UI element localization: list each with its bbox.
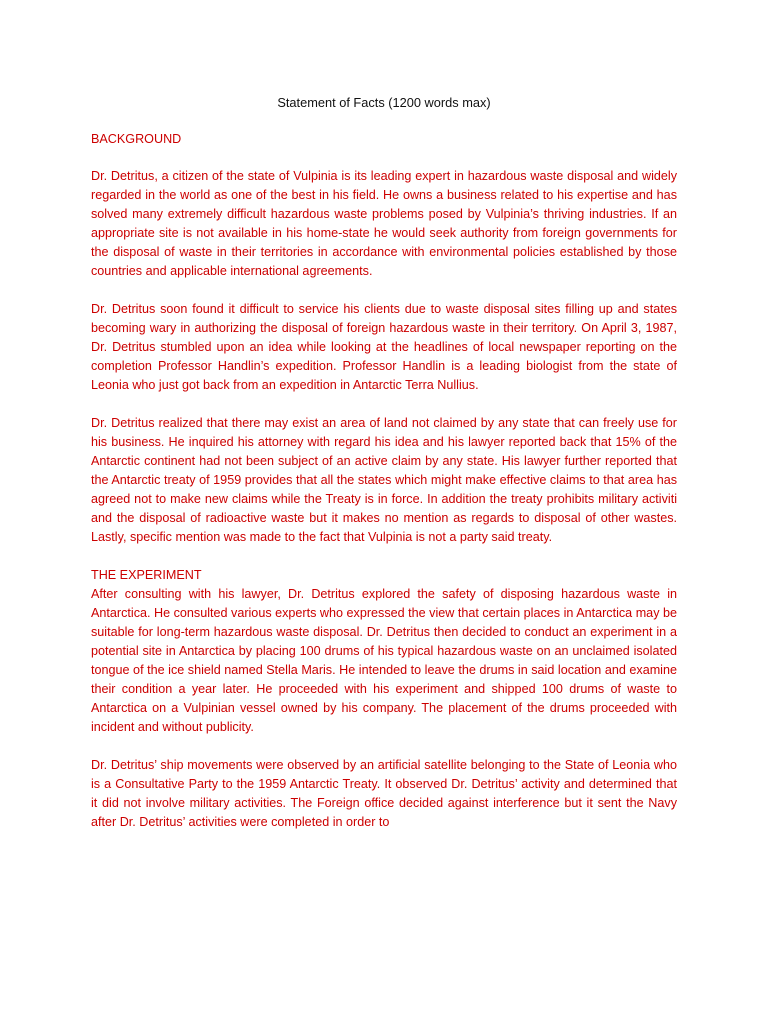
paragraph-background-1: Dr. Detritus, a citizen of the state of Vulpinia is its leading expert in hazardous waste disposal and widely regarded in the world as one of the best in his field. He owns a business related to his expertise and has solved many extremely difficult hazardous waste problems posed by Vulpinia’s thriving industries. If an appropriate site is not available in his home-state he would seek authority from foreign governments for the disposal of waste in their territories in accordance with environmental policies established by those countries and applicable international agreements. [91, 169, 677, 278]
paragraph-background-2: Dr. Detritus soon found it difficult to service his clients due to waste disposal sites filling up and states becoming wary in authorizing the disposal of foreign hazardous waste in their territory. On April 3, 1987, Dr. Detritus stumbled upon an idea while looking at the headlines of local newspaper reporting on the completion Professor Handlin’s expedition. Professor Handlin is a leading biologist from the state of Leonia who just got back from an expedition in Antarctic Terra Nullius. [91, 302, 677, 392]
paragraph-background-3: Dr. Detritus realized that there may exist an area of land not claimed by any state that can freely use for his business. He inquired his attorney with regard his idea and his lawyer reported back that 15% of the Antarctic continent had not been subject of an active claim by any state. His lawyer further reported that the Antarctic treaty of 1959 provides that all the states which might make effective claims to that area has agreed not to make new claims while the Treaty is in force. In addition the treaty prohibits military activiti and the disposal of radioactive waste but it makes no mention as regards to disposal of other wastes. Lastly, specific mention was made to the fact that Vulpinia is not a party said treaty. [91, 416, 677, 544]
paragraph-experiment-2: Dr. Detritus’ ship movements were observed by an artificial satellite belonging to the State of Leonia who is a Consultative Party to the 1959 Antarctic Treaty. It observed Dr. Detritus’ activity and determined that it did not involve military activities. The Foreign office decided against interference but it sent the Navy after Dr. Detritus’ activities were completed in order to [91, 758, 677, 829]
document-title: Statement of Facts (1200 words max) [277, 95, 491, 110]
document-body [91, 93, 677, 832]
section-heading-background: BACKGROUND [91, 132, 182, 146]
paragraph-experiment-1: After consulting with his lawyer, Dr. Detritus explored the safety of disposing hazardous waste in Antarctica. He consulted various experts who expressed the view that certain places in Antarctica may be suitable for long-term hazardous waste disposal. Dr. Detritus then decided to conduct an experiment in a potential site in Antarctica by placing 100 drums of his typical hazardous waste on an unclaimed isolated tongue of the ice shield named Stella Maris. He intended to leave the drums in said location and examine their condition a year later. He proceeded with his experiment and shipped 100 drums of waste to Antarctica on a Vulpinian vessel owned by his company. The placement of the drums proceeded with incident and without publicity. [91, 587, 677, 734]
section-heading-experiment: THE EXPERIMENT [91, 568, 202, 582]
